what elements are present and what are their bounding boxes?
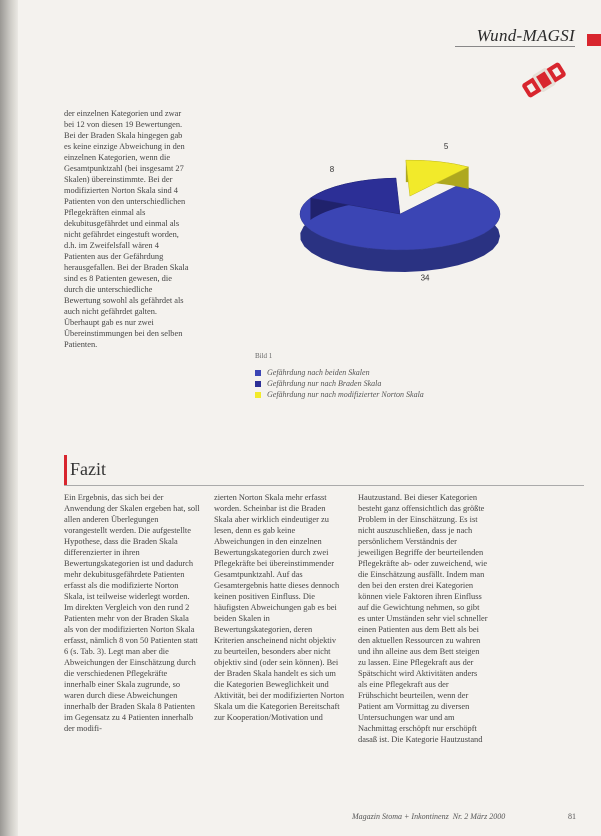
pie-data-label: 34 <box>420 273 430 283</box>
section-title: Fazit <box>70 459 106 479</box>
legend-label: Gefährdung nur nach modifizierter Norton Skala <box>267 390 424 399</box>
body-column-2 <box>214 492 344 723</box>
footer-issue: Nr. 2 März 2000 <box>452 812 506 821</box>
column-text: zierten Norton Skala mehr erfasst worden. Scheinbar ist die Braden Skala aber wirklich eindeutiger zu lesen, denn es gab keine Abweichungen in den einzelnen Bewertungskategorien durch zwei Pflegekräfte bei übereinstimmender Gesamtpunktzahl. Auf das Gesamtergebnis hatte dieses dennoch keinen positiven Einfluss. Die häufigsten Abweichungen gab es bei beiden Skalen in Bewertungskategorien, deren Kriterien anscheinend nicht objektiv zu beurteilen, besonders aber nicht objektiv sind (oder sein können). Bei der Braden Skala handelt es sich um die Kategorien Beweglichkeit und Aktivität, bei der modifizierten Norton Skala um die Kategorien Bereitschaft zur Kooperation/Motivation und <box>214 493 345 722</box>
section-rule <box>64 485 584 486</box>
bandage-logo-icon <box>520 58 568 102</box>
footer-magazine: Magazin Stoma + Inkontinenz <box>352 812 449 821</box>
chart-legend <box>255 352 424 400</box>
legend-swatch <box>255 381 261 387</box>
legend-label: Gefährdung nur nach Braden Skala <box>267 379 382 388</box>
pie-chart <box>222 142 522 312</box>
legend-swatch <box>255 392 261 398</box>
pie-data-label: 5 <box>443 142 449 152</box>
legend-entry <box>255 389 424 400</box>
footer-citation <box>352 812 505 821</box>
body-column-1 <box>64 492 200 734</box>
pie-data-label: 8 <box>329 165 335 175</box>
legend-label: Gefährdung nach beiden Skalen <box>267 368 370 377</box>
legend-swatch <box>255 370 261 376</box>
intro-text-column <box>64 108 190 350</box>
intro-text: der einzelnen Kategorien und zwar bei 12 von diesen 19 Bewertungen. Bei der Braden Skala hingegen gab es keine einzige Abweichung in den einzelnen Kategorien, wenn die Gesamtpunktzahl (bei insgesamt 27 Skalen) übereinstimmte. Bei der modifizierten Norton Skala sind 4 Patienten von den unterschiedlichen Pflegekräften einmal als dekubitusgefährdet und einmal als nicht gefährdet eingestuft worden, d.h. im Zweifelsfall wären 4 Patienten aus der Gefährdung herausgefallen. Bei der Braden Skala sind es 8 Patienten gewesen, die durch die unterschiedliche Bewertung sowohl als gefährdet als auch nicht gefährdet galten. Überhaupt gab es nur zwei Übereinstimmungen bei den selben Patienten. <box>64 109 189 349</box>
column-text: Hautzustand. Bei dieser Kategorien besteht ganz offensichtlich das größte Problem in der Einschätzung. Es ist nicht auszuschließen, dass je nach persönlichem Verständnis der jeweiligen Begriffe der beurteilenden Pflegekräfte ab- oder zuweichend, wie die Einschätzung ausfällt. Indem man den bei den ersten drei Kategorien können viele Faktoren ihren Einfluss auf die Gewichtung nehmen, so gibt es unter Umständen sehr viel schneller einen Patienten aus dem Bett als bei den aktuellen Ressourcen zu wahren und ihn alleine aus dem Bett steigen zu lassen. Eine Pflegekraft aus der Spätschicht wird Aktivitäten anders als eine Pflegekraft aus der Frühschicht beurteilen, wenn der Patient am Vormittag zu diversen Untersuchungen war und am Nachmittag erschöpft nur erschöpft dasaß ist. Die Kategorie Hautzustand <box>358 493 488 744</box>
header-accent-block <box>587 34 601 46</box>
running-header-title: Wund-MAGSI <box>476 26 575 45</box>
legend-entry <box>255 378 424 389</box>
section-marker <box>64 455 67 485</box>
column-text: Ein Ergebnis, das sich bei der Anwendung der Skalen ergeben hat, soll allen anderen Überlegungen vorangestellt werden. Die aufgestellte Hypothese, dass die Braden Skala differenzierter in ihren Bewertungskategorien ist und dadurch mehr dekubitusgefährdete Patienten erfasst als die modifizierte Norton Skala, ist teilweise widerlegt worden. Im direkten Vergleich von den rund 2 Patienten mehr von der Braden Skala als von der modifizierten Norton Skala erfasst, nämlich 8 von 50 Patienten statt 6 (s. Tab. 3). Legt man aber die Abweichungen der Einschätzung durch die verschiedenen Pflegekräfte innerhalb einer Skala zugrunde, so waren durch diese Abweichungen innerhalb der Braden Skala 8 Patienten im Gegensatz zu 4 Patienten innerhalb der modifi- <box>64 493 200 733</box>
page-number: 81 <box>568 812 576 821</box>
body-column-3 <box>358 492 488 745</box>
chart-caption: Bild 1 <box>255 352 273 360</box>
legend-entry <box>255 367 424 378</box>
page-spine-shadow <box>0 0 18 836</box>
header-rule <box>455 46 575 47</box>
